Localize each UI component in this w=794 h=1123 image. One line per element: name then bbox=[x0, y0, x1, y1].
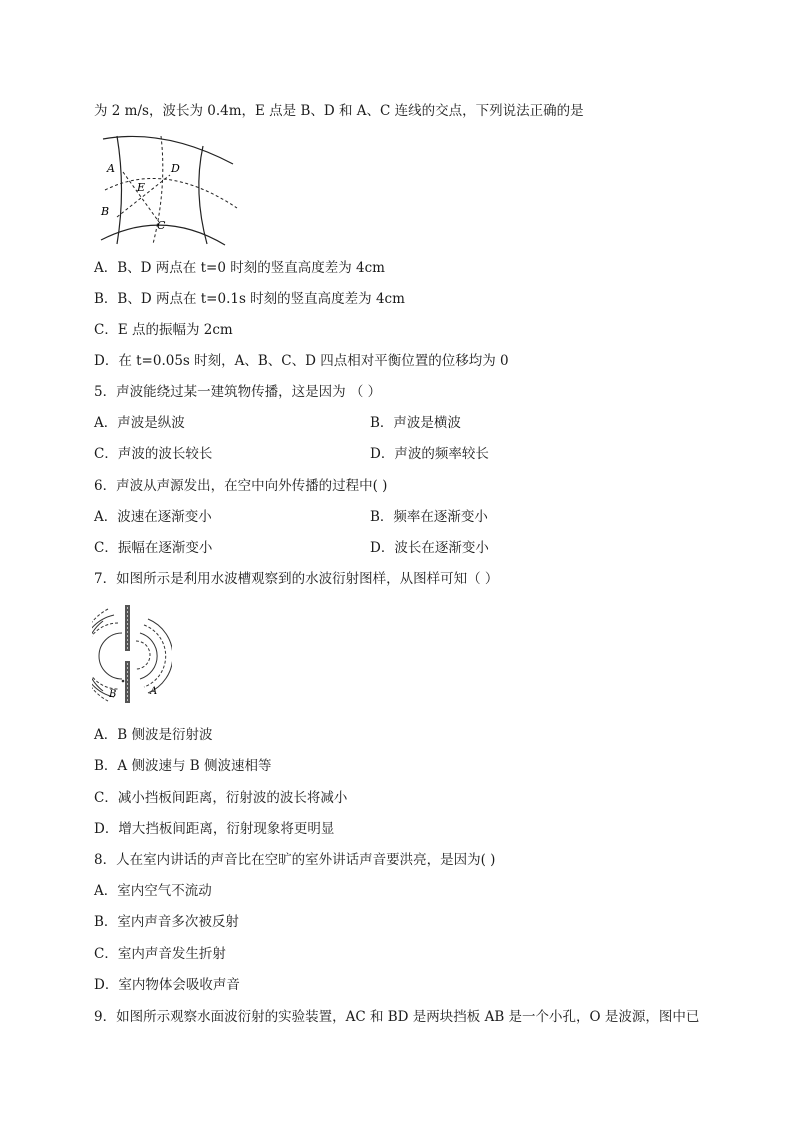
q5-option-b: B．声波是横波 bbox=[370, 415, 461, 431]
q8-option-a: A．室内空气不流动 bbox=[94, 883, 212, 899]
q7-option-d: D．增大挡板间距离，衍射现象将更明显 bbox=[94, 821, 335, 837]
q5-option-d: D．声波的频率较长 bbox=[370, 446, 489, 462]
q6-option-a: A．波速在逐渐变小 bbox=[94, 509, 212, 525]
label-e: E bbox=[137, 181, 146, 194]
q4-option-c: C．E 点的振幅为 2cm bbox=[94, 322, 233, 338]
q5-stem: 5．声波能绕过某一建筑物传播，这是因为 （ ） bbox=[94, 384, 382, 400]
q8-option-c: C．室内声音发生折射 bbox=[94, 946, 226, 962]
q8-stem: 8．人在室内讲话的声音比在空旷的室外讲话声音要洪亮，是因为( ) bbox=[94, 852, 496, 868]
q7-option-c: C．减小挡板间距离，衍射波的波长将减小 bbox=[94, 790, 348, 806]
label-a: A bbox=[150, 686, 158, 697]
q7-stem: 7．如图所示是利用水波槽观察到的水波衍射图样，从图样可知（ ） bbox=[94, 571, 499, 587]
q5-option-c: C．声波的波长较长 bbox=[94, 446, 213, 462]
q4-option-a: A．B、D 两点在 t=0 时刻的竖直高度差为 4cm bbox=[94, 260, 385, 276]
label-a: A bbox=[107, 162, 115, 175]
q4-option-d: D．在 t=0.05s 时刻，A、B、C、D 四点相对平衡位置的位移均为 0 bbox=[94, 353, 509, 369]
q8-option-b: B．室内声音多次被反射 bbox=[94, 914, 239, 930]
q6-option-d: D．波长在逐渐变小 bbox=[370, 540, 489, 556]
q4-option-b: B．B、D 两点在 t=0.1s 时刻的竖直高度差为 4cm bbox=[94, 291, 405, 307]
q7-option-a: A．B 侧波是衍射波 bbox=[94, 727, 213, 743]
water-wave-diffraction-figure bbox=[92, 603, 172, 705]
q8-option-d: D．室内物体会吸收声音 bbox=[94, 977, 240, 993]
label-b: B bbox=[109, 689, 117, 700]
q6-stem: 6．声波从声源发出，在空中向外传播的过程中( ) bbox=[94, 478, 388, 494]
label-d: D bbox=[171, 162, 180, 175]
q6-option-c: C．振幅在逐渐变小 bbox=[94, 540, 213, 556]
label-c: C bbox=[157, 219, 166, 232]
q7-option-b: B．A 侧波速与 B 侧波速相等 bbox=[94, 758, 272, 774]
q4-intro: 为 2 m/s，波长为 0.4m，E 点是 B、D 和 A、C 连线的交点，下列说法正确的是 bbox=[94, 103, 584, 119]
wave-interference-figure bbox=[95, 130, 245, 248]
label-b: B bbox=[101, 205, 110, 218]
q9-stem: 9．如图所示观察水面波衍射的实验装置，AC 和 BD 是两块挡板 AB 是一个小孔，O 是波源，图中已 bbox=[94, 1009, 700, 1025]
q6-option-b: B．频率在逐渐变小 bbox=[370, 509, 488, 525]
q5-option-a: A．声波是纵波 bbox=[94, 415, 185, 431]
